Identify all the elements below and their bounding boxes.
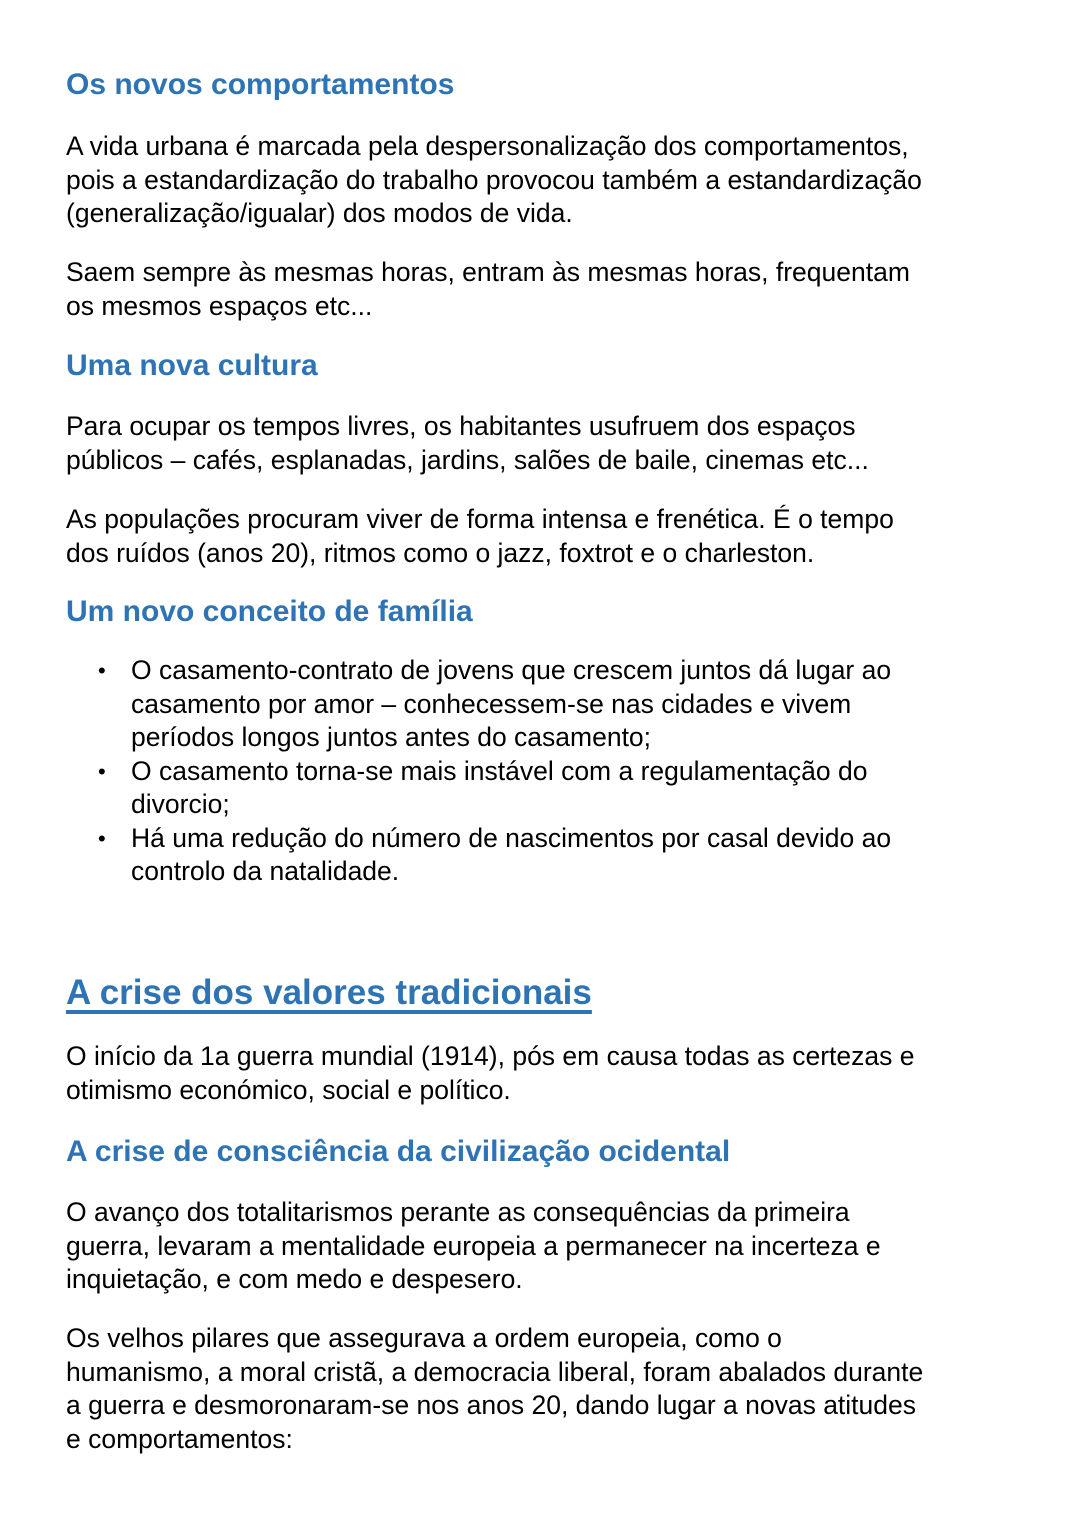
text-line: casamento por amor – conhecessem-se nas cidades e vivem	[131, 688, 852, 719]
text-line: a guerra e desmoronaram-se nos anos 20, dando lugar a novas atitudes	[66, 1390, 917, 1420]
bullet-icon: •	[98, 758, 106, 784]
paragraph-totalitarismos	[66, 1196, 1026, 1297]
text-line: dos ruídos (anos 20), ritmos como o jazz, foxtrot e o charleston.	[66, 537, 815, 568]
bullet-list-familia	[66, 654, 1026, 889]
text-line: divorcio;	[131, 789, 230, 819]
text-line: Há uma redução do número de nascimentos por casal devido ao	[131, 822, 892, 853]
heading-novos-comportamentos: Os novos comportamentos	[66, 68, 455, 101]
paragraph-mesmas-horas	[66, 256, 1026, 323]
paragraph-vida-urbana	[66, 130, 1026, 231]
heading-conceito-familia: Um novo conceito de família	[66, 595, 473, 628]
text-line: controlo da natalidade.	[131, 856, 400, 886]
text-line: Para ocupar os tempos livres, os habitantes usufruem dos espaços	[66, 411, 856, 441]
text-line: pois a estandardização do trabalho provocou também a estandardização	[66, 164, 922, 195]
text-line: guerra, levaram a mentalidade europeia a permanecer na incerteza e	[66, 1230, 881, 1261]
bullet-icon: •	[98, 658, 106, 683]
text-line: e comportamentos:	[66, 1423, 293, 1454]
text-line: públicos – cafés, esplanadas, jardins, salões de baile, cinemas etc...	[66, 444, 869, 475]
text-line: O avanço dos totalitarismos perante as consequências da primeira	[66, 1197, 850, 1227]
text-line: O início da 1a guerra mundial (1914), pós em causa todas as certezas e	[66, 1041, 915, 1071]
text-line: O casamento torna-se mais instável com a regulamentação do	[131, 755, 868, 786]
paragraph-populacoes	[66, 503, 1026, 570]
text-line: inquietação, e com medo e despesero.	[66, 1264, 523, 1294]
text-line: Os velhos pilares que assegurava a ordem europeia, como o	[66, 1323, 782, 1353]
text-line: humanismo, a moral cristã, a democracia liberal, foram abalados durante	[66, 1356, 924, 1387]
heading-crise-consciencia: A crise de consciência da civilização ocidental	[66, 1135, 731, 1168]
paragraph-tempos-livres	[66, 410, 1026, 477]
heading-nova-cultura: Uma nova cultura	[66, 349, 318, 382]
paragraph-inicio-guerra	[66, 1040, 1026, 1107]
paragraph-velhos-pilares	[66, 1322, 1026, 1456]
text-line: os mesmos espaços etc...	[66, 290, 373, 321]
text-line: (generalização/igualar) dos modos de vida.	[66, 198, 573, 228]
text-line: Saem sempre às mesmas horas, entram às mesmas horas, frequentam	[66, 257, 910, 287]
text-line: As populações procuram viver de forma intensa e frenética. É o tempo	[66, 504, 894, 534]
bullet-icon: •	[98, 825, 106, 851]
heading-crise-valores: A crise dos valores tradicionais	[66, 973, 592, 1012]
text-line: otimismo económico, social e político.	[66, 1074, 511, 1105]
list-item	[66, 654, 1026, 755]
text-line: O casamento-contrato de jovens que crescem juntos dá lugar ao	[131, 655, 892, 685]
text-line: períodos longos juntos antes do casamento;	[131, 722, 652, 752]
list-item	[66, 822, 1026, 889]
list-item	[66, 755, 1026, 822]
text-line: A vida urbana é marcada pela despersonalização dos comportamentos,	[66, 131, 909, 161]
